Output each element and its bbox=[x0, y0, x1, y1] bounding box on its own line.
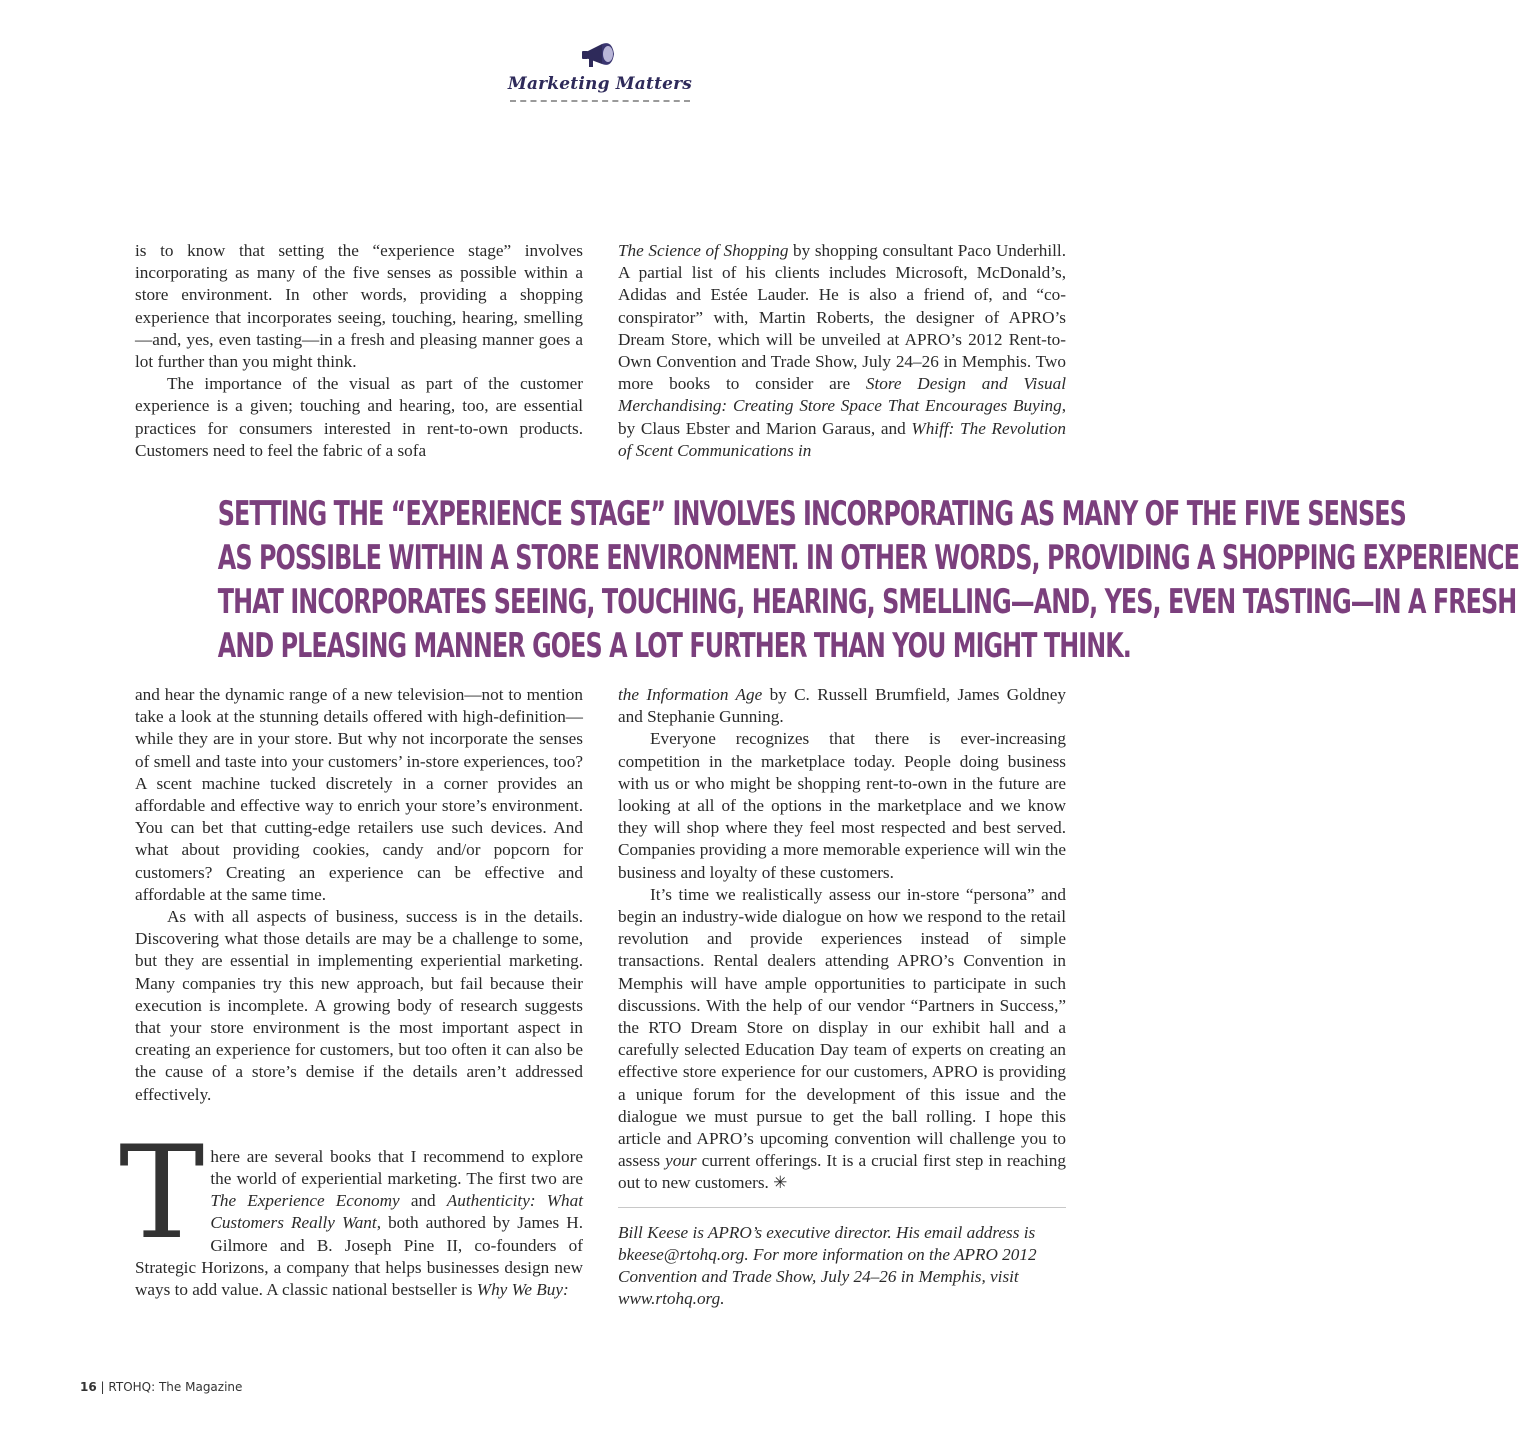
pull-quote bbox=[217, 492, 1519, 668]
book-title: Why We Buy: bbox=[476, 1280, 569, 1300]
book-title: The Science of Shopping bbox=[618, 241, 789, 260]
megaphone-icon bbox=[580, 38, 620, 72]
page-footer bbox=[80, 1380, 242, 1394]
text-run: by shopping consultant Paco Underhill. A partial list of his clients includes Microsoft, McDonald’s, Adidas and Estée Lauder. He is also a friend of, and “co-conspirator” with, Martin Roberts, the designer of APRO’s Dream Store, which will be unveiled at APRO’s 2012 Rent-to-Own Convention and Trade Show, July 24–26 in Memphis. Two more books to consider are bbox=[618, 241, 1066, 394]
paragraph: and hear the dynamic range of a new television—not to mention take a look at the stunning details offered with high-definition—while they are in your store. But why not incorporate the senses of smell and taste into your customers’ in-store experiences, too? A scent machine tucked discretely in a corner provides an affordable and effective way to enrich your store’s environment. You can bet that cutting-edge retailers use such devices. And what about providing cookies, candy and/or popcorn for customers? Creating an experience can be effective and affordable at the same time. bbox=[135, 685, 583, 904]
pull-quote-line: AS POSSIBLE WITHIN A STORE ENVIRONMENT. IN OTHER WORDS, PROVIDING A SHOPPING EXPERIENCE bbox=[217, 538, 1519, 578]
footer-separator: | bbox=[100, 1380, 105, 1394]
text-run: and bbox=[399, 1191, 447, 1211]
drop-cap: T bbox=[119, 1118, 205, 1268]
paragraph bbox=[618, 884, 1066, 1195]
column-bottom-left bbox=[119, 684, 583, 1301]
column-top-right bbox=[618, 240, 1066, 462]
pull-quote-line: SETTING THE “EXPERIENCE STAGE” INVOLVES INCORPORATING AS MANY OF THE FIVE SENSES bbox=[217, 494, 1406, 534]
section-header bbox=[0, 38, 1200, 102]
pull-quote-line: THAT INCORPORATES SEEING, TOUCHING, HEARING, SMELLING—AND, YES, EVEN TASTING—IN A FRESH bbox=[217, 582, 1517, 622]
publication-name: RTOHQ: The Magazine bbox=[108, 1380, 243, 1394]
paragraph: The importance of the visual as part of the customer experience is a given; touching and hearing, too, are essential practices for consumers interested in rent-to-own products. Customers need to feel the fabric of a sofa bbox=[135, 374, 583, 460]
paragraph: Everyone recognizes that there is ever-increasing competition in the marketplace today. People doing business with us or who might be shopping rent-to-own in the future are looking at all of the options in the marketplace and we know they will shop where they feel most respected and best served. Companies providing a more memorable experience will win the business and loyalty of these customers. bbox=[618, 729, 1066, 882]
text-run: by C. Russell Brumfield, James Goldney and Stephanie Gunning. bbox=[618, 685, 1066, 727]
text-run: current offerings. It is a crucial first step in reaching out to new customers. bbox=[618, 1151, 1066, 1193]
section-title: Marketing Matters bbox=[507, 74, 693, 94]
emphasis: your bbox=[665, 1151, 697, 1171]
header-divider bbox=[510, 100, 690, 102]
book-title: Authenticity: What Customers Really Want bbox=[210, 1191, 583, 1233]
paragraph: is to know that setting the “experience stage” involves incorporating as many of the five senses as possible within a store environment. In other words, providing a shopping experience that incorporates seeing, touching, hearing, smelling—and, yes, even tasting—in a fresh and pleasing manner goes a lot further than you might think. bbox=[135, 241, 583, 372]
book-title: Whiff: The Revolution of Scent Communications in bbox=[618, 418, 1066, 460]
pull-quote-line: AND PLEASING MANNER GOES A LOT FURTHER THAN YOU MIGHT THINK. bbox=[217, 626, 1131, 666]
author-bio: Bill Keese is APRO’s executive director. His email address is bkeese@rtohq.org. For more information on the APRO 2012 Convention and Trade Show, July 24–26 in Memphis, visit www.rtohq.org. bbox=[618, 1222, 1037, 1309]
column-top-left bbox=[135, 240, 583, 462]
text-run: , by Claus Ebster and Marion Garaus, and bbox=[618, 396, 1066, 438]
column-bottom-right bbox=[618, 684, 1066, 1310]
text-run: , both authored by James H. Gilmore and B. Joseph Pine II, co-founders of Strategic Horizons, a company that helps businesses design new ways to add value. A classic national bestseller is bbox=[135, 1213, 583, 1300]
text-run: here are several books that I recommend to explore the world of experiential marketing. The first two are bbox=[210, 1146, 583, 1189]
paragraph bbox=[618, 240, 1066, 462]
page-number: 16 bbox=[80, 1380, 97, 1394]
book-title: The Experience Economy bbox=[210, 1191, 400, 1211]
book-title: the Information Age bbox=[618, 685, 763, 704]
book-title: Store Design and Visual Merchandising: Creating Store Space That Encourages Buying bbox=[618, 374, 1066, 416]
bio-divider bbox=[618, 1207, 1066, 1208]
paragraph: As with all aspects of business, success is in the details. Discovering what those details are may be a challenge to some, but they are essential in implementing experiential marketing. Many companies try this new approach, but fail because their execution is incomplete. A growing body of research suggests that your store environment is the most important aspect in creating an experience for customers, but too often it can also be the cause of a store’s demise if the details aren’t addressed effectively. bbox=[135, 907, 583, 1104]
text-run: It’s time we realistically assess our in-store “persona” and begin an industry-wide dialogue on how we respond to the retail revolution and provide experiences instead of simple transactions. Rental dealers attending APRO’s Convention in Memphis will have ample opportunities to participate in such discussions. With the help of our vendor “Partners in Success,” the RTO Dream Store on display in our exhibit hall and a carefully selected Education Day team of experts on creating an effective store experience for our customers, APRO is providing a unique forum for the development of this issue and the dialogue we must pursue to get the ball rolling. I hope this article and APRO’s upcoming convention will challenge you to assess bbox=[618, 884, 1066, 1171]
end-mark-icon: ✳ bbox=[773, 1173, 788, 1193]
paragraph bbox=[618, 684, 1066, 728]
paragraph bbox=[119, 1118, 583, 1301]
